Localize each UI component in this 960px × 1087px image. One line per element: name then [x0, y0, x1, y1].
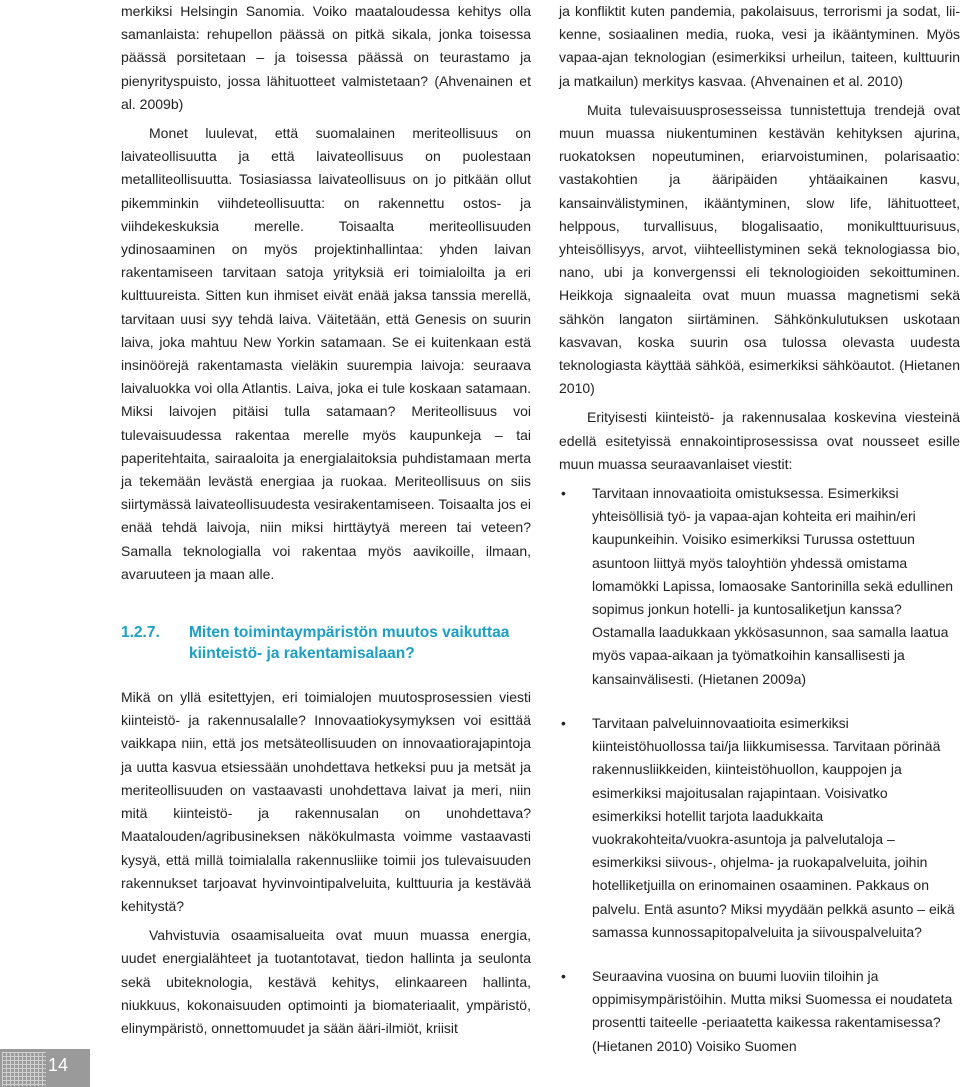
bullet-icon: • [561, 485, 566, 502]
paragraph-right-1: ja konfliktit kuten pandemia, pakolaisuus, terrorismi ja sodat, lii-kenne, sosiaalinen media, ruoka, vesi ja ikääntyminen. Myös vapaa-ajan teknologian (esimerkiksi urheilun, taiteen, kulttuurin ja matkailun) merkitys kasvaa. (Ahvenainen et al. 2010) [559, 3, 960, 89]
section-number: 1.2.7. [121, 624, 160, 642]
bullet-icon: • [561, 714, 566, 731]
grid-pattern-icon [2, 1052, 46, 1086]
page-number-box [0, 1049, 90, 1087]
bullet-text: Tarvitaan palveluinnovaatioita esimerkiksi kiinteistöhuollossa tai/ja liikkumisessa. Tarvitaan pörinää rakennusliikkeiden, kiinteistöhuollon, kauppojen ja esimerkiksi majoitusalan rajapintaan. Voisivatko esimerkiksi hotellit tarjota laadukkaita vuokrakohteita/vuokra-asuntoja ja palvelutaloja – esimerkiksi siivous-, ohjelma- ja ruokapalveluita, joihin hotelliketjuilla on erinomainen osaaminen. Pakkaus on palvelu. Entä asunto? Miksi myydään pelkkä asunto – eikä samassa kunnossapitopalveluita ja siivouspalveluita? [592, 714, 955, 940]
paragraph-left-4: Vahvistuvia osaamisalueita ovat muun muassa energia, uudet energialähteet ja tuotantotavat, tiedon hallinta ja seulonta sekä ubiteknologia, kestävä kehitys, elinkaareen hallinta, niukkuus, kokonaisuuden optimointi ja biomateriaalit, ympäristö, elinympäristö, onnettomuudet ja sään ääri-ilmiöt, kriisit [121, 927, 531, 1036]
bullet-text: Tarvitaan innovaatioita omistuksessa. Esimerkiksi yhteisöllisiä työ- ja vapaa-ajan kohteita eri maihin/eri kaupunkeihin. Voisiko esimerkiksi Turussa ostettuun asuntoon liittyä myös taloyhtiön yhdessä omistama lomamökki Lapissa, lomaosake Santorinilla sekä edullinen sopimus jonkun hotelli- ja kuntosaliketjun kanssa? Ostamalla laadukkaan ykkösasunnon, saa samalla laatua myös vapaa-aikaan ja työmatkoihin kansallisesti ja kansainvälisesti. (Hietanen 2009a) [592, 485, 954, 687]
section-heading [121, 622, 531, 664]
paragraph-left-1: merkiksi Helsingin Sanomia. Voiko maataloudessa kehitys olla samanlaista: rehupellon päässä on pitkä sikala, jonka toisessa päässä porsitetaan – ja toisessa päässä on teurastamo ja pienyrityspuisto, jossa lähituotteet valmistetaan? (Ahvenainen et al. 2009b) [121, 3, 531, 112]
paragraph-right-2: Muita tulevaisuusprosesseissa tunnistettuja trendejä ovat muun muassa niukentuminen kestävän kehityksen ajurina, ruokatoksen nopeutuminen, eriarvoistuminen, polarisaatio: vastakohtien ja ääripäiden yhtäaikainen kasvu, kansainvälistyminen, ikääntyminen, slow life, lähituotteet, helppous, turvallisuus, blogalisaatio, monikulttuurisuus, yhteisöllisyys, arvot, viihteellistyminen sekä teknologiassa bio, nano, ubi ja konvergenssi eli teknologioiden sekoittuminen. Heikkoja signaaleita ovat muun muassa magnetismi sekä sähkön langaton siirtäminen. Sähkönkulutuksen uskotaan kasvavan, koska suurin osa tulossa olevasta uudesta teknologiasta käyttää sähköä, esimerkiksi sähköautot. (Hietanen 2010) [559, 101, 960, 397]
left-column [121, 0, 531, 1040]
bullet-list [559, 482, 960, 1058]
bullet-text: Seuraavina vuosina on buumi luoviin tiloihin ja oppimisympäristöihin. Mutta miksi Suomessa ei noudateta prosentti taiteelle -periaatetta kaikessa rakentamisessa? (Hietanen 2010) Voisiko Suomen [592, 967, 953, 1054]
paragraph-left-3: Mikä on yllä esitettyjen, eri toimialojen muutosprosessien viesti kiinteistö- ja rakennusalalle? Innovaatiokysymyksen voi esittää vaikkapa niin, että jos metsäteollisuuden on innovaatiorajapintoja ja uutta kasvua etsiessään unohdettava hetkeksi puu ja metsät ja meriteollisuuden on vastaavasti unohdettava laivat ja meri, niin mitä kiinteistö- ja rakennusalan on unohdettava? Maatalouden/agribusineksen näkökulmasta voimme vastaavasti kysyä, että millä toimialalla rakennusliike toimii jos tulevaisuuden rakennukset tarjoavat hyvinvointipalveluita, kulttuuria ja kestävää kehitystä? [121, 689, 531, 914]
list-item [559, 482, 960, 691]
section-title: Miten toimintaympäristön muutos vaikuttaa kiinteistö- ja rakentamisalaan? [189, 624, 510, 663]
paragraph-left-2: Monet luulevat, että suomalainen meriteollisuus on laivateollisuutta ja että laivateollisuus on puolestaan metalliteollisuutta. Tosiasiassa laivateollisuus on jo pitkään ollut pikemminkin viihdeteollisuutta: on rakennettu ostos- ja viihdekeskuksia merelle. Toisaalta meriteollisuuden ydinosaaminen on myös projektinhallintaa: yhden laivan rakentamiseen tarvitaan satoja yrityksiä eri toimialoilta ja eri kulttuureista. Sitten kun ihmiset eivät enää jaksa tanssia merellä, tarvitaan uusi syy tehdä laiva. Väitetään, että Genesis on suurin laiva, joka mahtuu New Yorkin satamaan. Se ei kuitenkaan estä insinöörejä rakentamasta vieläkin suurempia laivoja: seuraava laivaluokka voi olla Atlantis. Laiva, joka ei tule koskaan satamaan. Miksi laivojen pitäisi tulla satamaan? Meriteollisuus voi tulevaisuudessa rakentaa merelle myös kaupunkeja – tai paperitehtaita, sairaaloita ja energialaitoksia puhdistamaan merta ja tekemään levästä energiaa ja ruokaa. Meriteollisuus on siis siirtymässä laivateollisuudesta vesirakentamiseen. Toisaalta jos ei enää tehdä laivoja, niin miksi hirttäytyä mereen tai veteen? Samalla teknologialla voi rakentaa myös aavikoille, ilmaan, avaruuteen ja maan alle. [121, 125, 531, 582]
list-item [559, 712, 960, 944]
right-column [559, 0, 960, 1079]
paragraph-right-3: Erityisesti kiinteistö- ja rakennusalaa koskevina viesteinä edellä esitetyissä ennakointiprosessissa ovat nousseet esille muun muassa seuraavanlaiset viestit: [559, 409, 960, 472]
bullet-icon: • [561, 967, 566, 984]
list-item [559, 965, 960, 1058]
page-number: 14 [48, 1055, 69, 1075]
